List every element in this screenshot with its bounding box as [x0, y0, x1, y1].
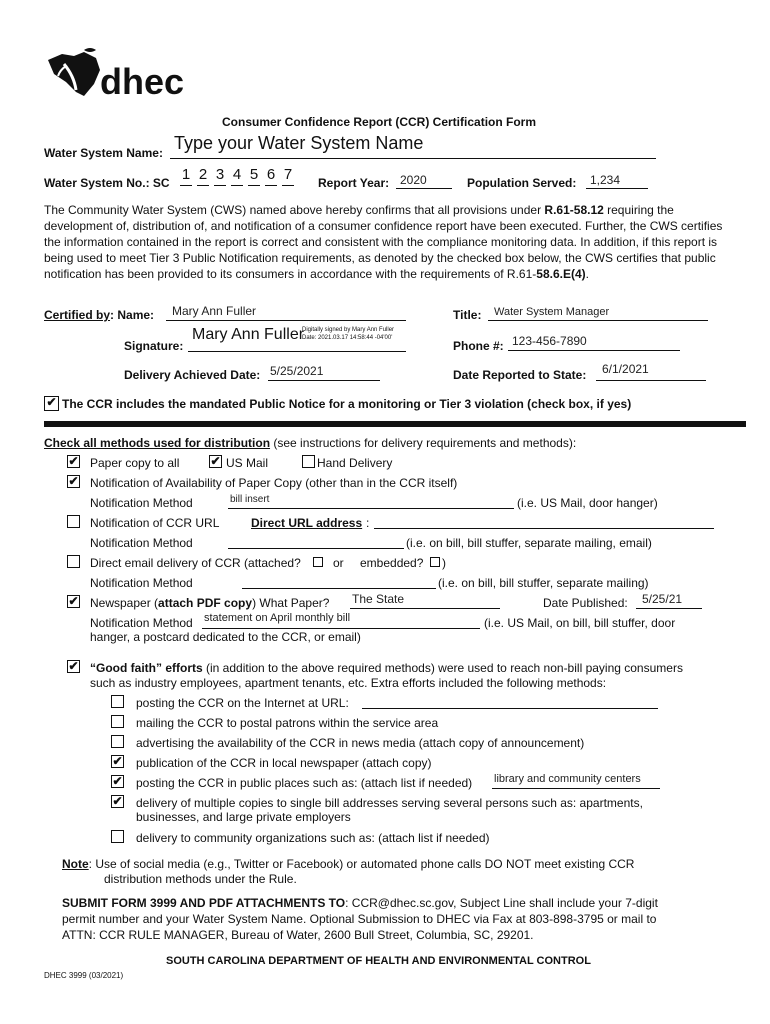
date-published-line	[636, 608, 702, 609]
water-system-digit[interactable]: 7	[282, 165, 294, 186]
name-field[interactable]: Mary Ann Fuller	[172, 304, 257, 318]
paper-name-line	[350, 608, 500, 609]
good-faith-item-checkbox[interactable]: ✔	[112, 754, 123, 768]
note-line2: distribution methods under the Rule.	[104, 872, 297, 886]
hand-delivery-checkbox[interactable]	[302, 455, 315, 468]
news-hint-line2: hanger, a postcard dedicated to the CCR, or email)	[90, 630, 361, 644]
delivery-date-line	[268, 380, 380, 381]
availability-method-field[interactable]: bill insert	[230, 494, 270, 505]
digital-signature-stamp	[302, 326, 394, 342]
good-faith-item-label-cont: businesses, and large private employers	[136, 810, 351, 824]
good-faith-item-label: posting the CCR in public places such as: (attach list if needed)	[136, 776, 473, 790]
embedded-label: embedded?	[360, 556, 424, 570]
news-method-field[interactable]: statement on April monthly bill	[204, 612, 351, 624]
us-mail-checkbox[interactable]: ✔	[210, 454, 221, 468]
water-system-digit[interactable]: 6	[265, 165, 277, 186]
population-field[interactable]: 1,234	[590, 173, 621, 187]
submit-line1-rest: : CCR@dhec.sc.gov, Subject Line shall include your 7-digit	[345, 896, 658, 910]
date-published-label: Date Published:	[543, 596, 628, 610]
water-system-digit[interactable]: 2	[197, 165, 209, 186]
submit-bold: SUBMIT FORM 3999 AND PDF ATTACHMENTS TO	[62, 896, 346, 910]
good-faith-item-checkbox[interactable]	[111, 830, 124, 843]
availability-method-line	[228, 508, 514, 509]
title-field[interactable]: Water System Manager	[494, 306, 610, 318]
url-notification-method-label: Notification Method	[90, 536, 193, 550]
signature-line	[188, 351, 406, 352]
public-notice-checkbox[interactable]: ✔	[44, 396, 59, 411]
us-mail-label: US Mail	[226, 456, 269, 470]
phone-line	[508, 350, 680, 351]
population-label: Population Served:	[467, 176, 577, 190]
note-line1: : Use of social media (e.g., Twitter or Facebook) or automated phone calls DO NOT meet existing CCR	[88, 857, 635, 871]
direct-email-checkbox[interactable]	[67, 555, 80, 568]
reported-date-field[interactable]: 6/1/2021	[602, 362, 649, 376]
delivery-date-label: Delivery Achieved Date:	[124, 368, 261, 382]
availability-label: Notification of Availability of Paper Copy (other than in the CCR itself)	[90, 476, 458, 490]
delivery-date-field[interactable]: 5/25/2021	[270, 364, 324, 378]
logo-text: dhec	[100, 61, 185, 102]
good-faith-checkbox[interactable]: ✔	[68, 659, 79, 673]
water-system-digit[interactable]: 4	[231, 165, 243, 186]
name-label: Name:	[117, 308, 155, 322]
methods-header-rest: (see instructions for delivery requirements and methods):	[270, 436, 577, 450]
water-system-no-label: Water System No.: SC	[44, 176, 170, 190]
digital-sig-line1: Digitally signed by Mary Ann Fuller	[302, 327, 395, 333]
intro-paragraph: The Community Water System (CWS) named above hereby confirms that all provisions under R.61-58.12 requiring the development of, distribution of, and notification of a consumer confidence report have been executed. Further, the CWS certifies the information contained in the report is correct and consistent with the compliance monitoring data. In addition, if this report is being used to meet Tier 3 Public Notification requirements, as denoted by the checked box below, the CWS certifies that public notification has been provided to its consumers in accordance with the requirements of R.61-58.6.E(4).	[44, 203, 723, 281]
note-label: Note	[62, 857, 89, 871]
public-places-line	[492, 788, 660, 789]
date-published-field[interactable]: 5/25/21	[642, 592, 683, 606]
url-method-hint: (i.e. on bill, bill stuffer, separate mailing, email)	[406, 536, 652, 550]
url-method-line[interactable]	[228, 548, 404, 549]
report-year-label: Report Year:	[318, 176, 390, 190]
notification-method-label: Notification Method	[90, 496, 193, 510]
title-line	[488, 320, 708, 321]
direct-url-colon: :	[366, 516, 370, 530]
report-year-field[interactable]: 2020	[400, 173, 427, 187]
population-line	[586, 188, 648, 189]
good-faith-item-label: delivery to community organizations such as: (attach list if needed)	[136, 831, 490, 845]
or-label: or	[333, 556, 344, 570]
newspaper-bold: attach PDF copy	[158, 596, 253, 610]
water-system-digit[interactable]: 5	[248, 165, 260, 186]
submit-line2: permit number and your Water System Name. Optional Submission to DHEC via Fax at 803-898-3795 or mail to	[62, 912, 657, 926]
digital-sig-line2: Date: 2021.03.17 14:58:44 -04'00'	[302, 335, 393, 341]
direct-url-line[interactable]	[374, 528, 714, 529]
news-method-line	[202, 628, 480, 629]
newspaper-suffix: ) What Paper?	[252, 596, 330, 610]
reported-date-line	[596, 380, 706, 381]
paper-copy-checkbox[interactable]: ✔	[68, 454, 79, 468]
phone-field[interactable]: 123-456-7890	[512, 334, 587, 348]
certified-by-label: Certified by	[44, 308, 111, 322]
certified-by-block: Certified by: Name:	[44, 308, 155, 322]
public-notice-text: The CCR includes the mandated Public Notice for a monitoring or Tier 3 violation (check box, if yes)	[62, 397, 632, 411]
news-notification-method-label: Notification Method	[90, 616, 193, 630]
water-system-name-line	[170, 158, 656, 159]
reported-date-label: Date Reported to State:	[453, 368, 587, 382]
note-block	[62, 857, 634, 871]
dhec-logo	[44, 46, 204, 106]
direct-email-text: Direct email delivery of CCR (attached?	[90, 556, 301, 570]
water-system-digit[interactable]: 3	[214, 165, 226, 186]
news-hint-line1: (i.e. US Mail, on bill, bill stuffer, door	[484, 616, 676, 630]
section-divider	[44, 421, 746, 427]
attached-checkbox[interactable]	[313, 557, 323, 567]
paper-name-field[interactable]: The State	[352, 592, 405, 606]
signature-field[interactable]: Mary Ann Fuller	[192, 326, 305, 343]
good-faith-item-label: posting the CCR on the Internet at URL:	[136, 696, 349, 710]
methods-header-bold: Check all methods used for distribution	[44, 436, 271, 450]
state-tree-logo-icon	[44, 46, 204, 106]
good-faith-rest: (in addition to the above required methods) were used to reach non-bill paying consumers	[202, 661, 683, 675]
form-title: Consumer Confidence Report (CCR) Certification Form	[222, 115, 537, 129]
water-system-name-field[interactable]: Type your Water System Name	[174, 133, 424, 153]
good-faith-item-label: advertising the availability of the CCR in news media (attach copy of announcement)	[136, 736, 585, 750]
water-system-digit[interactable]: 1	[180, 165, 192, 186]
good-faith-item-checkbox[interactable]: ✔	[112, 794, 123, 808]
name-line	[166, 320, 406, 321]
methods-header	[44, 436, 576, 450]
good-faith-item-label: mailing the CCR to postal patrons within the service area	[136, 716, 439, 730]
newspaper-label	[90, 596, 329, 610]
water-system-name-label: Water System Name:	[44, 146, 163, 160]
ccr-url-checkbox[interactable]	[67, 515, 80, 528]
availability-checkbox[interactable]: ✔	[68, 474, 79, 488]
good-faith-item-checkbox[interactable]	[111, 715, 124, 728]
email-method-hint: (i.e. on bill, bill stuffer, separate mailing)	[438, 576, 649, 590]
good-faith-item-checkbox[interactable]	[111, 735, 124, 748]
phone-label: Phone #:	[453, 339, 504, 353]
paper-copy-label: Paper copy to all	[90, 456, 180, 470]
embedded-close-paren: )	[442, 556, 446, 570]
good-faith-line2: such as industry employees, apartment tenants, etc. Extra efforts included the following methods:	[90, 676, 607, 690]
good-faith-bold: “Good faith” efforts	[90, 661, 203, 675]
newspaper-prefix: Newspaper (	[90, 596, 159, 610]
embedded-checkbox[interactable]	[430, 557, 440, 567]
good-faith-line1	[90, 661, 683, 675]
good-faith-item-label: delivery of multiple copies to single bill addresses serving several persons such as: apartments,	[136, 796, 643, 810]
good-faith-item-checkbox[interactable]: ✔	[112, 774, 123, 788]
footer-form-number: DHEC 3999 (03/2021)	[44, 971, 124, 980]
title-label: Title:	[453, 308, 482, 322]
newspaper-checkbox[interactable]: ✔	[68, 594, 79, 608]
direct-email-label	[90, 556, 301, 570]
hand-delivery-label: Hand Delivery	[317, 456, 393, 470]
signature-label: Signature:	[124, 339, 184, 353]
submit-line1	[62, 896, 658, 910]
good-faith-item-checkbox[interactable]	[111, 695, 124, 708]
direct-url-label: Direct URL address	[251, 516, 363, 530]
public-places-field[interactable]: library and community centers	[494, 773, 641, 785]
report-year-line	[396, 188, 452, 189]
good-faith-item-label: publication of the CCR in local newspaper (attach copy)	[136, 756, 432, 770]
email-notification-method-label: Notification Method	[90, 576, 193, 590]
submit-line3: ATTN: CCR RULE MANAGER, Bureau of Water, 2600 Bull Street, Columbia, SC, 29201.	[62, 928, 534, 942]
internet-url-line[interactable]	[362, 708, 658, 709]
email-method-line[interactable]	[242, 588, 436, 589]
availability-hint: (i.e. US Mail, door hanger)	[517, 496, 658, 510]
ccr-url-label: Notification of CCR URL	[90, 516, 220, 530]
footer-department: SOUTH CAROLINA DEPARTMENT OF HEALTH AND ENVIRONMENTAL CONTROL	[166, 955, 591, 967]
